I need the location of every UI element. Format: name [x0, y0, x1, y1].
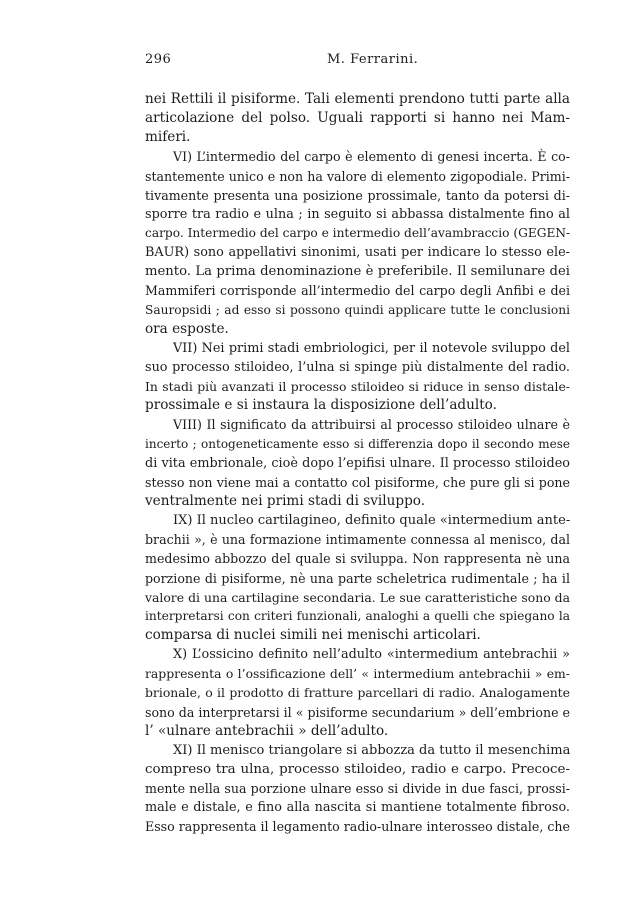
text-line: In stadi più avanzati il processo stiloideo si riduce in senso distale-	[145, 379, 570, 395]
text-line: brachii », è una formazione intimamente connessa al menisco, dal	[145, 532, 570, 548]
text-line: compreso tra ulna, processo stiloideo, radio e carpo. Precoce-	[145, 761, 570, 777]
text-line: comparsa di nuclei simili nei menischi articolari.	[145, 626, 481, 643]
text-line: Sauropsidi ; ad esso si possono quindi applicare tutte le conclusioni	[145, 302, 570, 317]
text-line: XI) Il menisco triangolare si abbozza da tutto il mesenchima	[173, 742, 571, 758]
text-line: sono da interpretarsi il « pisiforme secundarium » dell’embrione e	[145, 704, 570, 720]
text-line: interpretarsi con criteri funzionali, analoghi a quelli che spiegano la	[145, 608, 570, 623]
text-line: suo processo stiloideo, l’ulna si spinge più distalmente del radio.	[145, 359, 570, 375]
text-line: di vita embrionale, cioè dopo l’epifisi ulnare. Il processo stiloideo	[145, 455, 570, 471]
text-line: tivamente presenta una posizione prossimale, tanto da potersi di-	[145, 187, 570, 203]
text-line: VIII) Il significato da attribuirsi al processo stiloideo ulnare è	[173, 417, 570, 433]
text-line: VII) Nei primi stadi embriologici, per il notevole sviluppo del	[173, 340, 570, 356]
text-line: incerto ; ontogeneticamente esso si differenzia dopo il secondo mese	[145, 436, 570, 451]
text-line: rappresenta o l’ossificazione dell’ « intermedium antebrachii » em-	[145, 666, 570, 682]
text-line: male e distale, e fino alla nascita si mantiene totalmente fibroso.	[145, 800, 570, 816]
text-line: sporre tra radio e ulna ; in seguito si abbassa distalmente fino al	[145, 206, 570, 222]
body-text	[145, 90, 570, 836]
text-line: medesimo abbozzo del quale si sviluppa. Non rappresenta nè una	[145, 551, 570, 567]
text-line: nei Rettili il pisiforme. Tali elementi prendono tutti parte alla	[145, 91, 570, 107]
text-line: articolazione del polso. Uguali rapporti si hanno nei Mam-	[145, 110, 570, 127]
text-line: IX) Il nucleo cartilagineo, definito quale «intermedium ante-	[173, 513, 571, 529]
text-line: VI) L’intermedio del carpo è elemento di genesi incerta. È co-	[173, 149, 570, 165]
running-head: M. Ferrarini.	[327, 52, 419, 67]
text-line: mente nella sua porzione ulnare esso si divide in due fasci, prossi-	[145, 781, 570, 797]
text-line: prossimale e si instaura la disposizione dell’adulto.	[145, 397, 497, 414]
text-line: BAUR) sono appellativi sinonimi, usati per indicare lo stesso ele-	[145, 245, 570, 261]
text-line: l’ «ulnare antebrachii » dell’adulto.	[145, 722, 389, 739]
page-header	[145, 52, 570, 72]
text-line: carpo. Intermedio del carpo e intermedio dell’avambraccio (GEGEN-	[145, 225, 571, 240]
page-number: 296	[145, 52, 172, 67]
text-line: mento. La prima denominazione è preferibile. Il semilunare dei	[145, 264, 570, 280]
text-line: brionale, o il prodotto di fratture parcellari di radio. Analogamente	[145, 685, 570, 701]
text-line: porzione di pisiforme, nè una parte scheletrica rudimentale ; ha il	[145, 570, 570, 586]
text-line: valore di una cartilagine secondaria. Le sue caratteristiche sono da	[145, 589, 570, 605]
text-line: stantemente unico e non ha valore di elemento zigopodiale. Primi-	[145, 168, 570, 184]
text-line: miferi.	[145, 129, 191, 146]
text-line: ora esposte.	[145, 320, 229, 337]
text-line: stesso non viene mai a contatto col pisiforme, che pure gli si pone	[145, 474, 570, 490]
text-line: X) L’ossicino definito nell’adulto «intermedium antebrachii »	[173, 647, 570, 663]
text-line: Mammiferi corrisponde all’intermedio del carpo degli Anfibi e dei	[145, 283, 570, 299]
text-line: ventralmente nei primi stadi di sviluppo.	[145, 492, 426, 509]
text-line: Esso rappresenta il legamento radio-ulnare interosseo distale, che	[145, 819, 570, 835]
